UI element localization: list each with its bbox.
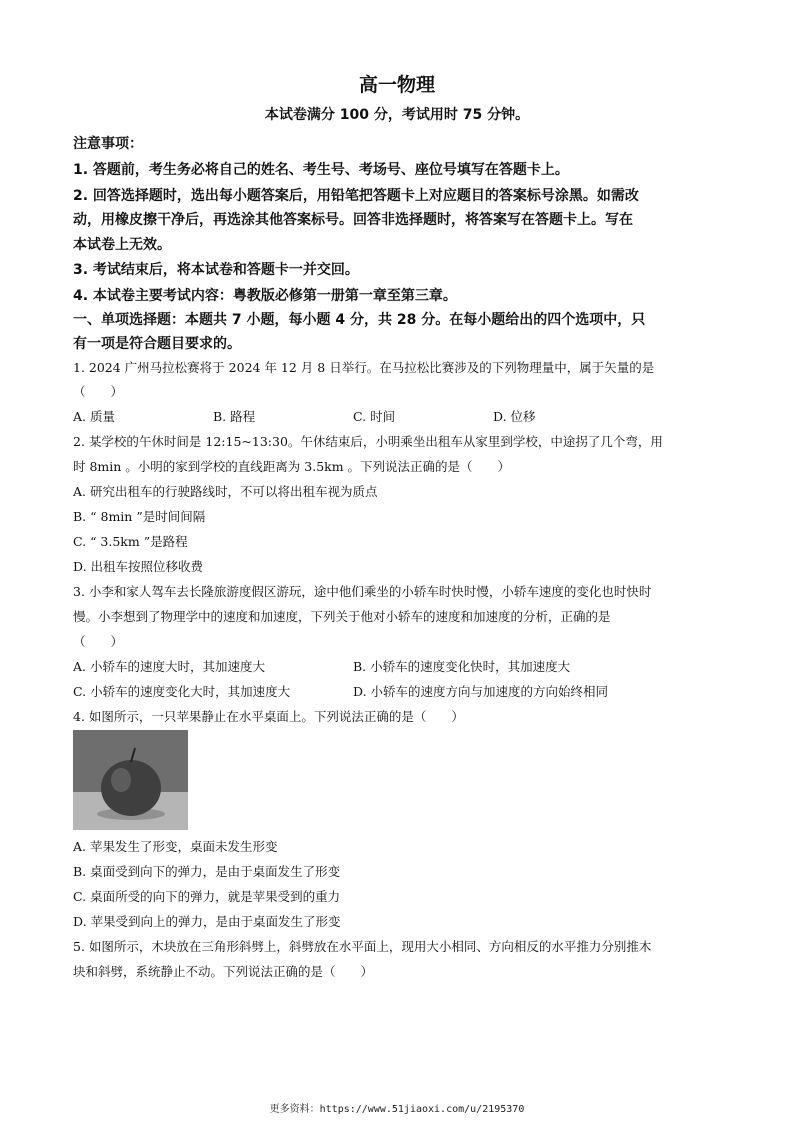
q4-stem: 4. 如图所示，一只苹果静止在水平桌面上。下列说法正确的是（ ） [73,709,464,724]
q1-stem-line-1: 1. 2024 广州马拉松赛将于 2024 年 12 月 8 日举行。在马拉松比赛涉及的下列物理量中，属于矢量的是 [73,360,655,375]
q1-option-d: D. 位移 [493,409,536,424]
q1-option-a: A. 质量 [73,409,115,424]
q2-stem-line-2: 时 8min 。小明的家到学校的直线距离为 3.5km 。下列说法正确的是（ ） [73,459,511,474]
q4-option-d: D. 苹果受到向上的弹力，是由于桌面发生了形变 [73,914,341,929]
q1-stem-line-2: （ ） [73,384,124,399]
q4-option-c: C. 桌面所受的向下的弹力，就是苹果受到的重力 [73,889,341,904]
q2-option-a: A. 研究出租车的行驶路线时，不可以将出租车视为质点 [73,484,378,499]
footer-resource-link[interactable]: 更多资料：https://www.51jiaoxi.com/u/2195370 [269,1104,525,1115]
exam-title: 高一物理 [358,74,435,96]
q2-option-b: B. “ 8min ”是时间间隔 [73,509,206,524]
notice-item-2-line-1: 2. 回答选择题时，选出每小题答案后，用铅笔把答题卡上对应题目的答案标号涂黑。如需改 [73,188,639,204]
q3-stem-line-3: （ ） [73,634,124,649]
q4-option-b: B. 桌面受到向下的弹力，是由于桌面发生了形变 [73,864,341,879]
exam-subtitle: 本试卷满分 100 分，考试用时 75 分钟。 [264,107,530,123]
notice-item-2-line-2: 动，用橡皮擦干净后，再选涂其他答案标号。回答非选择题时，将答案写在答题卡上。写在 [73,212,633,228]
q4-option-a: A. 苹果发生了形变，桌面未发生形变 [73,839,278,854]
q3-stem-line-1: 3. 小李和家人驾车去长隆旅游度假区游玩，途中他们乘坐的小轿车时快时慢，小轿车速度的变化也时快时 [73,584,652,599]
q2-option-d: D. 出租车按照位移收费 [73,559,204,574]
notice-heading: 注意事项： [73,136,143,152]
q2-option-c: C. “ 3.5km ”是路程 [73,534,188,549]
q1-option-c: C. 时间 [353,409,396,424]
q3-option-a: A. 小轿车的速度大时，其加速度大 [73,659,265,674]
section-1-heading-line-1: 一、单项选择题：本题共 7 小题，每小题 4 分，共 28 分。在每小题给出的四个选项中，只 [73,312,646,328]
q3-option-b: B. 小轿车的速度变化快时，其加速度大 [353,659,571,674]
q3-stem-line-2: 慢。小李想到了物理学中的速度和加速度，下列关于他对小轿车的速度和加速度的分析，正确的是 [73,609,611,624]
notice-item-2-line-3: 本试卷上无效。 [73,237,171,253]
q3-option-d: D. 小轿车的速度方向与加速度的方向始终相同 [353,684,609,699]
q3-option-c: C. 小轿车的速度变化大时，其加速度大 [73,684,291,699]
q2-stem-line-1: 2. 某学校的午休时间是 12:15~13:30。午休结束后，小明乘坐出租车从家里到学校，中途拐了几个弯，用 [73,434,663,449]
section-1-heading-line-2: 有一项是符合题目要求的。 [73,336,241,352]
notice-item-1: 1. 答题前，考生务必将自己的姓名、考生号、考场号、座位号填写在答题卡上。 [73,162,569,178]
apple-on-table-photo [73,730,188,830]
q5-stem-line-2: 块和斜劈，系统静止不动。下列说法正确的是（ ） [73,964,374,979]
notice-item-4: 4. 本试卷主要考试内容：粤教版必修第一册第一章至第三章。 [73,288,457,304]
q5-stem-line-1: 5. 如图所示，木块放在三角形斜劈上，斜劈放在水平面上，现用大小相同、方向相反的水平推力分别推木 [73,939,652,954]
q1-option-b: B. 路程 [213,409,256,424]
notice-item-3: 3. 考试结束后，将本试卷和答题卡一并交回。 [73,262,359,278]
apple-illustration [73,730,188,830]
